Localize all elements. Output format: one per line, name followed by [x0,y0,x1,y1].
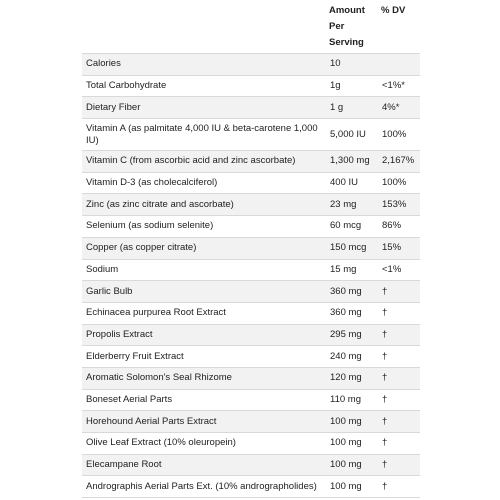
amount-value: 100 mg [326,411,378,433]
nutrient-name: Aromatic Solomon's Seal Rhizome [82,367,326,389]
amount-value: 295 mg [326,324,378,346]
amount-value: 60 mcg [326,216,378,238]
dv-value: † [378,281,420,303]
dv-value: 15% [378,237,420,259]
amount-value: 110 mg [326,389,378,411]
nutrient-name: Olive Leaf Extract (10% oleuropein) [82,433,326,455]
dv-value: 153% [378,194,420,216]
amount-value: 1 g [326,97,378,119]
dv-value: 86% [378,216,420,238]
amount-value: 360 mg [326,281,378,303]
amount-value: 10 [326,54,378,76]
amount-value: 100 mg [326,476,378,498]
nutrient-name: Vitamin C (from ascorbic acid and zinc ascorbate) [82,151,326,173]
amount-value: 240 mg [326,346,378,368]
table-row [82,97,420,119]
table-row [82,216,420,238]
nutrient-name: Vitamin A (as palmitate 4,000 IU & beta-carotene 1,000 IU) [82,119,326,151]
nutrient-name: Sodium [82,259,326,281]
table-row [82,54,420,76]
dv-value: <1%* [378,75,420,97]
table-row [82,281,420,303]
dv-value: 4%* [378,97,420,119]
nutrient-name: Propolis Extract [82,324,326,346]
amount-value: 400 IU [326,172,378,194]
header-amount: Amount Per Serving [329,5,365,48]
dv-value: † [378,454,420,476]
dv-value: † [378,367,420,389]
nutrient-name: Copper (as copper citrate) [82,237,326,259]
nutrient-name: Calories [82,54,326,76]
nutrient-name: Elecampane Root [82,454,326,476]
dv-value: † [378,389,420,411]
table-row [82,194,420,216]
table-row [82,433,420,455]
dv-value: 2,167% [378,151,420,173]
table-row [82,476,420,498]
nutrient-name: Boneset Aerial Parts [82,389,326,411]
dv-value: † [378,302,420,324]
amount-value: 150 mcg [326,237,378,259]
nutrition-table [82,0,420,498]
amount-value: 15 mg [326,259,378,281]
nutrient-name: Horehound Aerial Parts Extract [82,411,326,433]
nutrient-name: Andrographis Aerial Parts Ext. (10% andrographolides) [82,476,326,498]
table-row [82,259,420,281]
header-dv: % DV [381,5,406,16]
dv-value: <1% [378,259,420,281]
table-body [82,54,420,498]
table-row [82,151,420,173]
table-row [82,172,420,194]
table-row [82,75,420,97]
nutrient-name: Dietary Fiber [82,97,326,119]
dv-value: † [378,476,420,498]
nutrient-name: Zinc (as zinc citrate and ascorbate) [82,194,326,216]
amount-value: 360 mg [326,302,378,324]
nutrient-name: Total Carbohydrate [82,75,326,97]
dv-value: 100% [378,172,420,194]
amount-value: 1,300 mg [326,151,378,173]
nutrient-name: Garlic Bulb [82,281,326,303]
nutrient-name: Echinacea purpurea Root Extract [82,302,326,324]
table-row [82,324,420,346]
amount-value: 1g [326,75,378,97]
dv-value: † [378,411,420,433]
table-row [82,346,420,368]
dv-value: † [378,324,420,346]
amount-value: 120 mg [326,367,378,389]
dv-value: † [378,346,420,368]
header-nutrient [82,0,326,54]
nutrient-name: Vitamin D-3 (as cholecalciferol) [82,172,326,194]
table-row [82,389,420,411]
amount-value: 23 mg [326,194,378,216]
table-row [82,367,420,389]
table-row [82,411,420,433]
table-row [82,454,420,476]
dv-value: † [378,433,420,455]
table-row [82,302,420,324]
amount-value: 5,000 IU [326,119,378,151]
dv-value: 100% [378,119,420,151]
amount-value: 100 mg [326,454,378,476]
dv-value [378,54,420,76]
table-row [82,119,420,151]
nutrition-facts-panel [82,0,420,498]
table-header-row [82,0,420,54]
amount-value: 100 mg [326,433,378,455]
table-row [82,237,420,259]
nutrient-name: Selenium (as sodium selenite) [82,216,326,238]
nutrient-name: Elderberry Fruit Extract [82,346,326,368]
